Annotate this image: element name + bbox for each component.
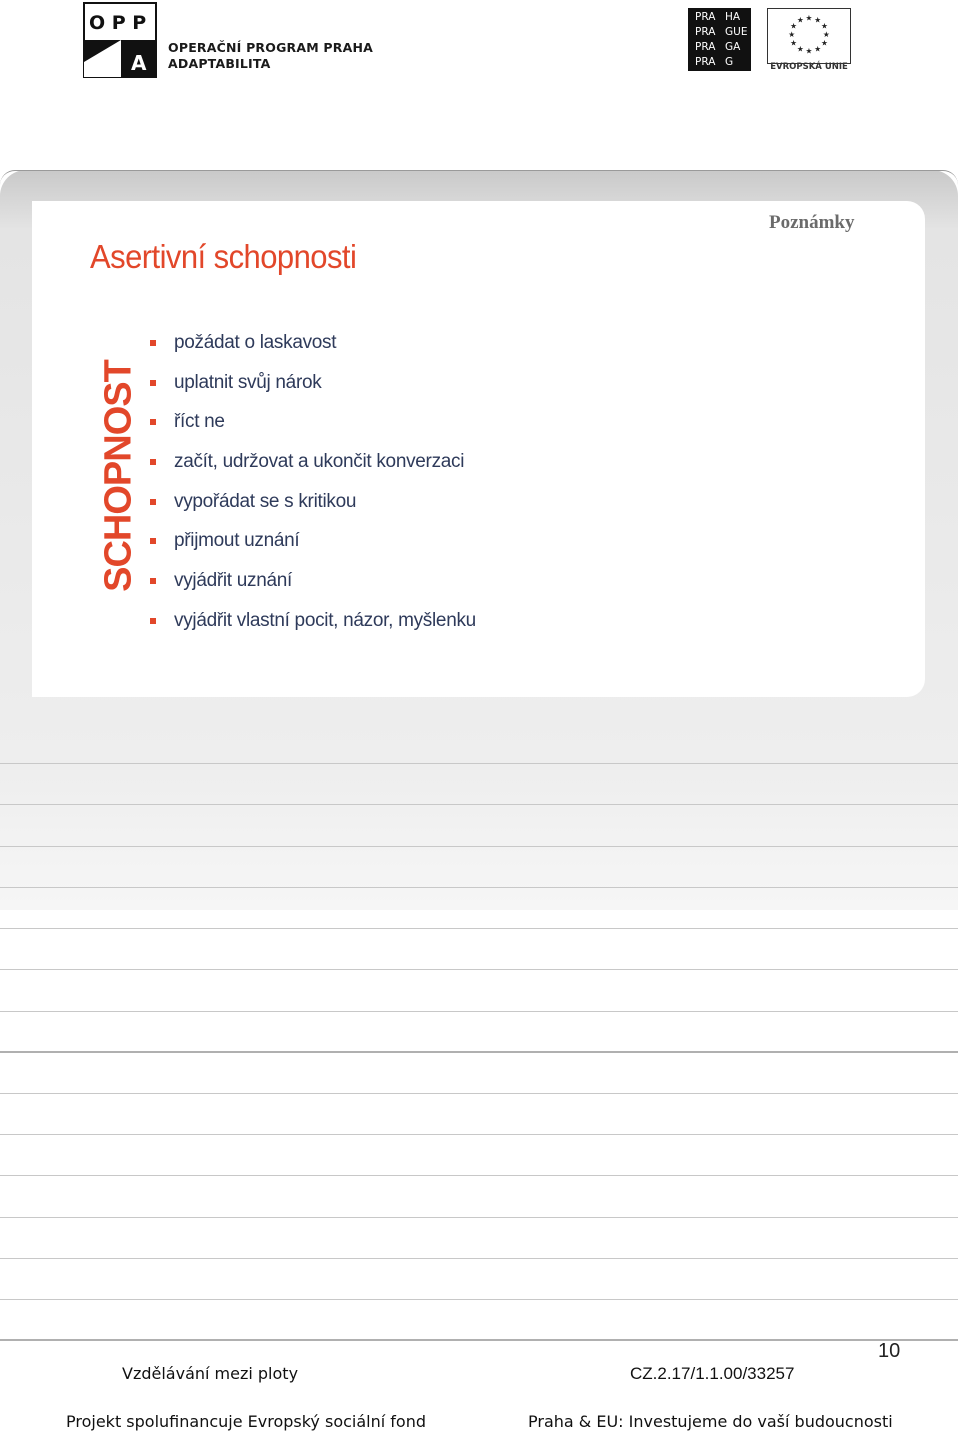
- bullet-text: vyjádřit uznání: [174, 570, 293, 592]
- praha-logo: [688, 8, 751, 71]
- opp-line-1: OPERAČNÍ PROGRAM PRAHA: [168, 40, 374, 55]
- bullet-text: uplatnit svůj nárok: [174, 371, 322, 393]
- footer-project-code: CZ.2.17/1.1.00/33257: [630, 1364, 795, 1383]
- bullet-square-icon: [150, 459, 156, 465]
- bullet-square-icon: [150, 380, 156, 386]
- bullet-item: [150, 451, 476, 491]
- note-line: [0, 1339, 958, 1341]
- note-line: [0, 1011, 958, 1012]
- bullet-item: [150, 332, 476, 372]
- bullet-text: vyjádřit vlastní pocit, názor, myšlenku: [174, 609, 476, 631]
- slide-frame-border: [0, 170, 958, 185]
- opp-line-2: ADAPTABILITA: [168, 56, 271, 71]
- note-line: [0, 1134, 958, 1135]
- bullet-square-icon: [150, 340, 156, 346]
- praha-logo-cell: GA: [725, 41, 741, 53]
- note-line: [0, 887, 958, 888]
- bullet-square-icon: [150, 578, 156, 584]
- bullet-item: [150, 491, 476, 531]
- svg-text:A: A: [131, 51, 147, 75]
- bullet-square-icon: [150, 499, 156, 505]
- svg-text:O P P: O P P: [89, 12, 147, 34]
- slide-vertical-label: SCHOPNOST: [97, 360, 140, 592]
- note-line: [0, 1093, 958, 1094]
- footer-cofinancing: Projekt spolufinancuje Evropský sociální fond: [66, 1412, 426, 1431]
- praha-logo-cell: G: [725, 56, 734, 68]
- svg-text:★: ★: [820, 38, 828, 48]
- note-line: [0, 804, 958, 805]
- svg-text:★: ★: [790, 21, 798, 31]
- bullet-item: [150, 530, 476, 570]
- bullet-text: přijmout uznání: [174, 530, 300, 552]
- praha-logo-cell: PRA: [695, 56, 716, 68]
- note-line: [0, 969, 958, 970]
- page-number: 10: [878, 1340, 901, 1362]
- note-line: [0, 1258, 958, 1259]
- bullet-text: vypořádat se s kritikou: [174, 490, 357, 512]
- bullet-square-icon: [150, 419, 156, 425]
- note-line: [0, 1217, 958, 1218]
- note-line: [0, 1299, 958, 1300]
- notes-label: Poznámky: [769, 212, 855, 233]
- svg-text:★: ★: [805, 46, 813, 56]
- praha-logo-cell: HA: [725, 11, 741, 23]
- bullet-square-icon: [150, 538, 156, 544]
- svg-text:★: ★: [796, 44, 804, 54]
- praha-logo-cell: PRA: [695, 41, 716, 53]
- svg-text:★: ★: [805, 13, 813, 23]
- svg-text:★: ★: [814, 15, 822, 25]
- praha-logo-cell: PRA: [695, 26, 716, 38]
- eu-flag-icon: [767, 8, 851, 64]
- note-line: [0, 928, 958, 929]
- bullet-square-icon: [150, 618, 156, 624]
- svg-text:★: ★: [814, 44, 822, 54]
- svg-text:★: ★: [788, 29, 796, 39]
- bullet-text: říct ne: [174, 411, 225, 433]
- praha-logo-cell: GUE: [725, 26, 748, 38]
- note-line: [0, 1175, 958, 1176]
- svg-text:★: ★: [822, 29, 830, 39]
- note-line: [0, 846, 958, 847]
- svg-text:★: ★: [796, 15, 804, 25]
- bullet-item: [150, 610, 476, 650]
- opp-program-name: [168, 40, 373, 72]
- praha-logo-cell: PRA: [695, 11, 716, 23]
- svg-text:★: ★: [820, 21, 828, 31]
- footer-slogan: Praha & EU: Investujeme do vaší budoucnosti: [528, 1412, 893, 1431]
- opp-logo: [83, 2, 157, 78]
- bullet-item: [150, 570, 476, 610]
- slide-bullet-list: [150, 332, 476, 650]
- eu-caption: EVROPSKÁ UNIE: [770, 62, 848, 72]
- note-line: [0, 1051, 958, 1053]
- bullet-text: začít, udržovat a ukončit konverzaci: [174, 451, 465, 473]
- svg-text:★: ★: [790, 38, 798, 48]
- bullet-item: [150, 411, 476, 451]
- footer-course-name: Vzdělávání mezi ploty: [122, 1364, 299, 1383]
- note-line: [0, 763, 958, 764]
- bullet-item: [150, 372, 476, 412]
- slide-title: Asertivní schopnosti: [90, 238, 357, 275]
- bullet-text: požádat o laskavost: [174, 332, 337, 353]
